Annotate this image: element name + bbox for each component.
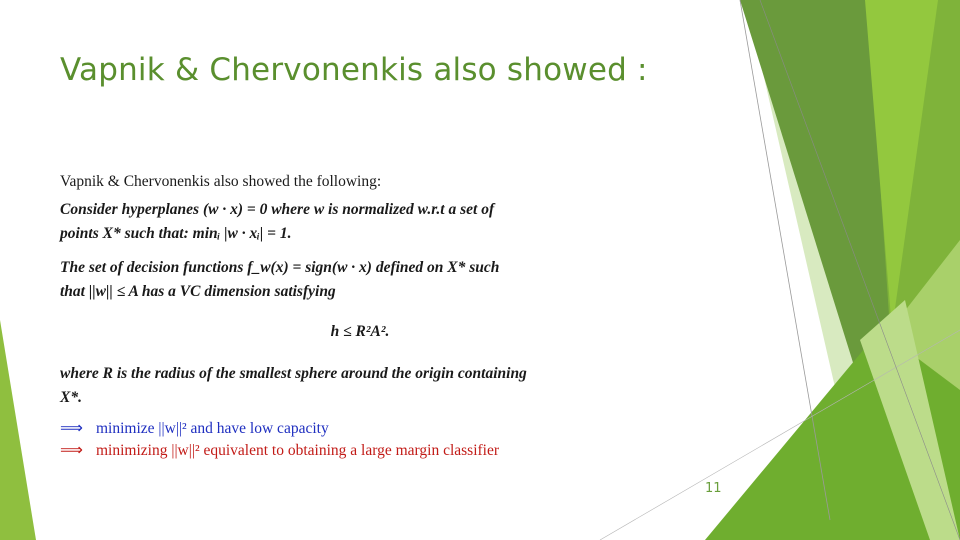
right-accent-dark xyxy=(740,0,890,385)
para2-line2: that ||w|| ≤ A has a VC dimension satisfying xyxy=(60,283,336,300)
implies-arrow-icon: ⟹ xyxy=(60,420,83,437)
left-accent-shape xyxy=(0,320,36,540)
slide-title: Vapnik & Chervonenkis also showed : xyxy=(60,52,648,88)
content-block xyxy=(60,170,600,462)
implication-1 xyxy=(60,418,600,440)
para1-line1: Consider hyperplanes (w · x) = 0 where w is normalized w.r.t a set of xyxy=(60,201,495,218)
para1-line2: points X* such that: minᵢ |w · xᵢ| = 1. xyxy=(60,225,292,242)
intro-text: Vapnik & Chervonenkis also showed the following: xyxy=(60,173,382,190)
implication-2-text: minimizing ||w||² equivalent to obtaining a large margin classifier xyxy=(96,442,500,459)
para2-line1: The set of decision functions f_w(x) = sign(w · x) defined on X* such xyxy=(60,259,500,276)
implication-1-text: minimize ||w||² and have low capacity xyxy=(96,420,329,437)
page-number: 11 xyxy=(705,481,722,496)
implies-arrow-icon: ⟹ xyxy=(60,442,83,459)
vc-bound-formula: h ≤ R²A². xyxy=(330,323,390,340)
implication-2 xyxy=(60,440,600,462)
para3-line1: where R is the radius of the smallest sphere around the origin containing xyxy=(60,365,527,382)
para3-line2: X*. xyxy=(60,389,82,406)
